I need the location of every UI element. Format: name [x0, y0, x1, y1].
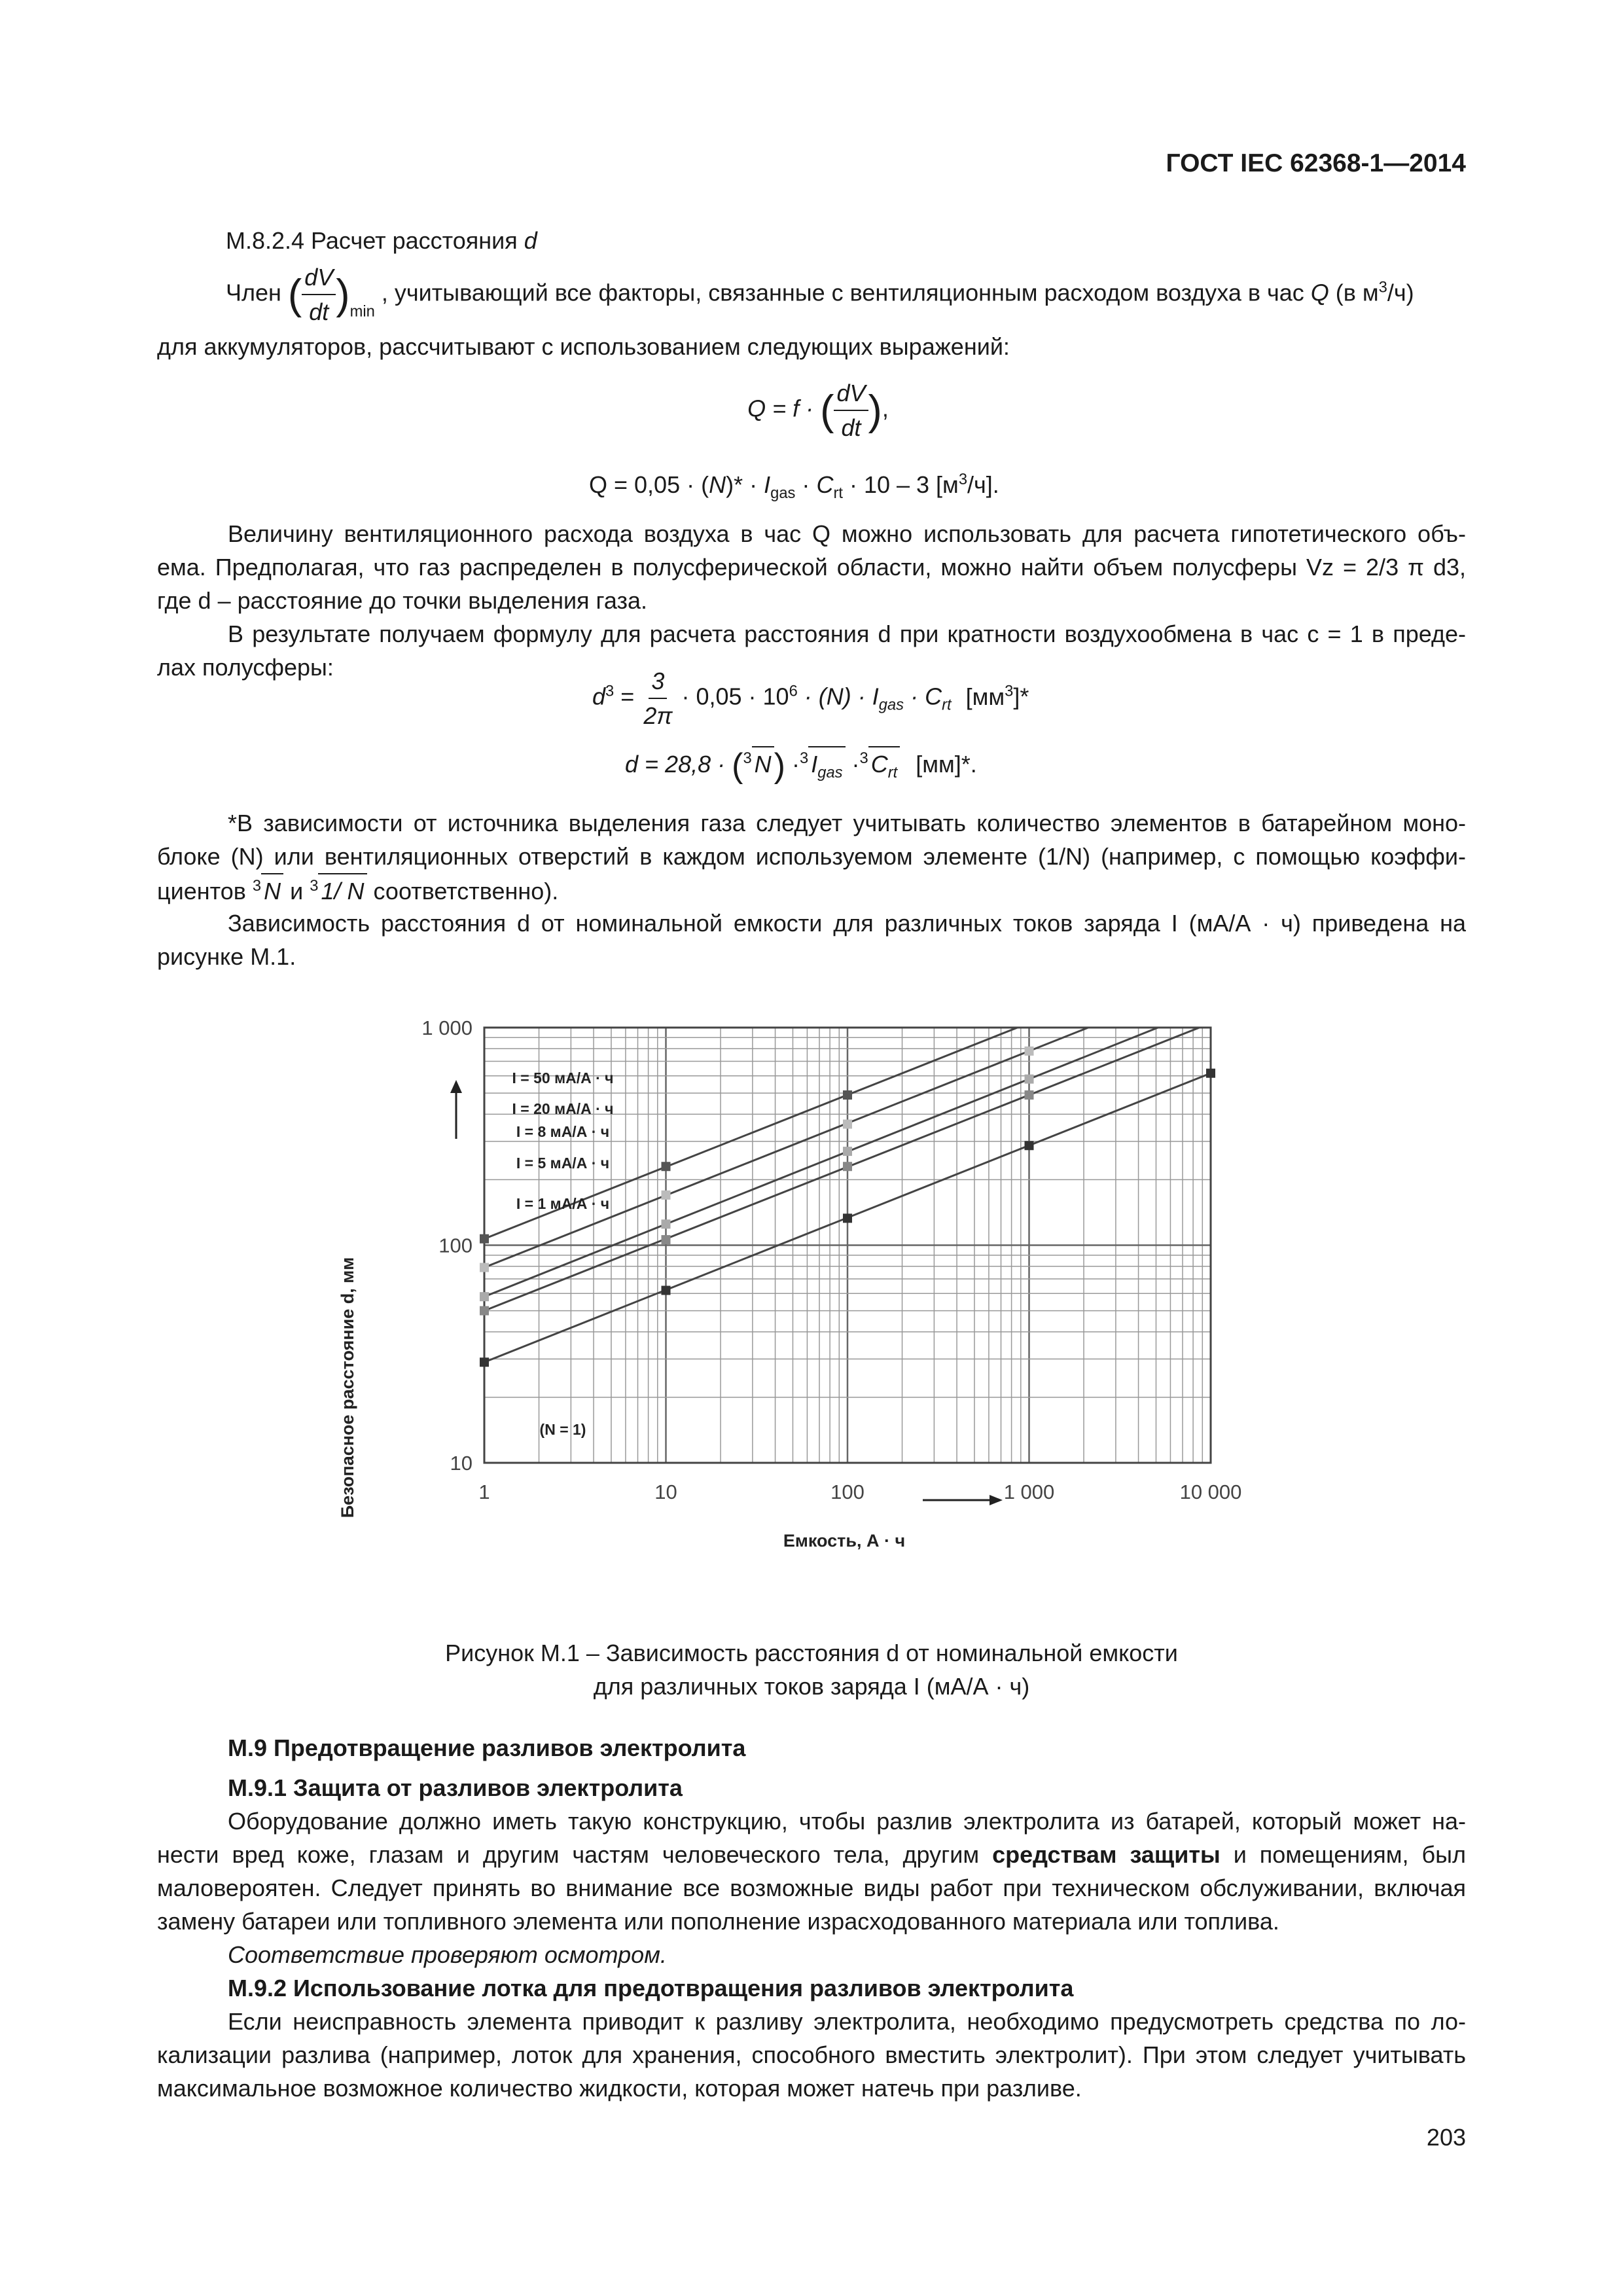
compliance-note: Соответствие проверяют осмотром.	[228, 1941, 667, 1968]
data-point	[1206, 1069, 1215, 1078]
caption-line: для различных токов заряда I (мА/А · ч)	[593, 1673, 1030, 1700]
data-point	[843, 1120, 852, 1129]
series-label: I = 20 мА/А · ч	[512, 1100, 614, 1117]
data-point	[480, 1263, 489, 1272]
x-tick-label: 10	[654, 1480, 677, 1503]
section-m9	[157, 1731, 1466, 2105]
data-point	[1025, 1047, 1034, 1056]
paragraph-line: циентов $^3$ N и $^3$ 1/ N соответственно).	[157, 873, 1466, 908]
member-continuation: для аккумуляторов, рассчитывают с использованием следующих выражений:	[157, 333, 1010, 360]
data-point	[480, 1357, 489, 1367]
paragraph-line: Величину вентиляционного расхода воздуха в час Q можно использовать для расчета гипотетического объ-	[228, 520, 1466, 547]
series-label: I = 1 мА/А · ч	[516, 1195, 610, 1212]
cube-root: N	[752, 746, 774, 781]
x-tick-label: 1	[478, 1480, 490, 1503]
x-axis-label: Емкость, А · ч	[783, 1531, 906, 1551]
y-axis-label: Безопасное расстояние d, мм	[338, 1257, 357, 1518]
data-point	[662, 1162, 671, 1171]
series-label: I = 8 мА/А · ч	[516, 1123, 610, 1140]
member-label: Член	[226, 279, 281, 306]
y-axis-arrow-icon	[450, 1080, 462, 1139]
paragraph-line: блоке (N) или вентиляционных отверстий в каждом используемом элементе (1/N) (например, с помощью коэффи-	[157, 843, 1466, 870]
data-point	[843, 1213, 852, 1223]
paragraph-line: максимальное возможное количество жидкости, которая может натечь при разливе.	[157, 2075, 1082, 2102]
equation-3: $d^3$ = $\frac{3}{2\pi}$ · $0,05 \cdot 10^6 \cdot (N) \cdot I_{gas} \cdot C_{rt}$ $[мм^3]*$	[592, 664, 1029, 732]
figure-caption	[157, 1636, 1466, 1703]
paragraph-line: маловероятен. Следует принять во внимание все возможные виды работ при техническом обслуживании, включая	[157, 1874, 1466, 1901]
data-point	[843, 1162, 852, 1171]
page-number: 203	[1426, 2124, 1466, 2151]
data-point	[480, 1292, 489, 1301]
paragraph-line: рисунке М.1.	[157, 943, 296, 970]
dvdt-fraction: $\frac{dV}{dt}$	[302, 260, 336, 329]
section-title-text: М.8.2.4 Расчет расстояния	[226, 227, 518, 254]
data-point	[1025, 1141, 1034, 1150]
paragraph-line: кализации разлива (например, лоток для хранения, способного вместить электролит). При этом следует учитывать	[157, 2041, 1466, 2068]
document-code: ГОСТ IEC 62368-1—2014	[1166, 149, 1466, 177]
cube-root: 1/ N	[318, 873, 366, 908]
bold-term: средствам защиты	[992, 1841, 1221, 1868]
data-point	[1025, 1090, 1034, 1100]
paragraph-line: замену батареи или топливного элемента или пополнение израсходованного материала или топлива.	[157, 1908, 1279, 1935]
data-point	[662, 1191, 671, 1200]
paragraph-line: Зависимость расстояния d от номинальной емкости для различных токов заряда I (мА/А · ч) приведена на	[228, 910, 1466, 937]
paragraph-line: где d – расстояние до точки выделения газа.	[157, 587, 648, 614]
paragraph-line: Оборудование должно иметь такую конструкцию, чтобы разлив электролита из батарей, который может на-	[228, 1808, 1466, 1835]
data-point	[662, 1286, 671, 1295]
x-tick-label: 1 000	[1003, 1480, 1055, 1503]
data-point	[662, 1219, 671, 1229]
x-axis-arrow-icon	[923, 1495, 1003, 1505]
cube-root: $C_{rt}$	[868, 746, 901, 781]
data-point	[662, 1235, 671, 1244]
x-tick-label: 100	[830, 1480, 865, 1503]
equation-2: $Q = 0,05 \cdot (N)* \cdot I_{gas} \cdot C_{rt} \cdot 10 - 3$ $[м^3/ч]$.	[589, 471, 999, 503]
series-labels	[512, 1069, 614, 1212]
y-tick-label: 1 000	[421, 1016, 473, 1039]
section-title-var: d	[524, 227, 537, 254]
data-point	[480, 1234, 489, 1244]
paragraph-line: В результате получаем формулу для расчета расстояния d при кратности воздухообмена в час c = 1 в преде-	[228, 620, 1466, 647]
caption-line: Рисунок М.1 – Зависимость расстояния d от номинальной емкости	[445, 1640, 1178, 1666]
y-tick-label: 10	[450, 1452, 473, 1475]
paragraph-line: Если неисправность элемента приводит к разливу электролита, необходимо предусмотреть средства по ло-	[228, 2008, 1466, 2035]
section-title-m824	[226, 224, 537, 257]
member-text: , учитывающий все факторы, связанные с вентиляционным расходом воздуха в час	[381, 279, 1304, 306]
series-label: I = 5 мА/А · ч	[516, 1155, 610, 1172]
series-label: I = 50 мА/А · ч	[512, 1069, 614, 1086]
data-point	[843, 1090, 852, 1100]
chart-annotation: (N = 1)	[539, 1421, 586, 1438]
section-title-m91: М.9.1 Защита от разливов электролита	[228, 1774, 683, 1801]
data-point	[843, 1147, 852, 1156]
paragraph-line: нести вред коже, глазам и другим частям человеческого тела, другим средствам защиты и помещениям, был	[157, 1841, 1466, 1868]
data-point	[480, 1306, 489, 1316]
min-subscript: min	[349, 302, 375, 321]
section-title-m9: М.9 Предотвращение разливов электролита	[228, 1734, 746, 1761]
paragraph-line: ема. Предполагая, что газ распределен в полусферической области, можно найти объем полусферы Vz = 2/3 π d3,	[157, 554, 1466, 581]
paragraph-dependence	[157, 906, 1466, 973]
capacity-distance-chart	[338, 1008, 1296, 1564]
cube-root: N	[261, 873, 283, 908]
member-line: Член ( $\frac{dV}{dt}$ )$_{min}$ , учитывающий все факторы, связанные с вентиляционным расходом воздуха в час Q (в $м^3/ч$)	[226, 260, 1466, 329]
y-tick-label: 100	[438, 1234, 473, 1257]
x-tick-label: 10 000	[1179, 1480, 1242, 1503]
paragraph-volume	[157, 517, 1466, 617]
section-title-m92: М.9.2 Использование лотка для предотвращения разливов электролита	[228, 1975, 1074, 2001]
paragraph-line: лах полусферы:	[157, 654, 334, 681]
series-line	[484, 1028, 1088, 1268]
cube-root: $I_{gas}$	[808, 746, 845, 781]
paragraph-line: *В зависимости от источника выделения газа следует учитывать количество элементов в батарейном моно-	[228, 810, 1466, 836]
equation-4: d = 28,8 · ($^3$ N) ·$^3$ $I_{gas} \cdot^3$ $C_{rt}$ [мм]*.	[625, 746, 977, 785]
data-point	[1025, 1075, 1034, 1084]
equation-1: Q = f · ( $\frac{dV}{dt}$ ),	[720, 376, 916, 444]
paragraph-note	[157, 806, 1466, 908]
